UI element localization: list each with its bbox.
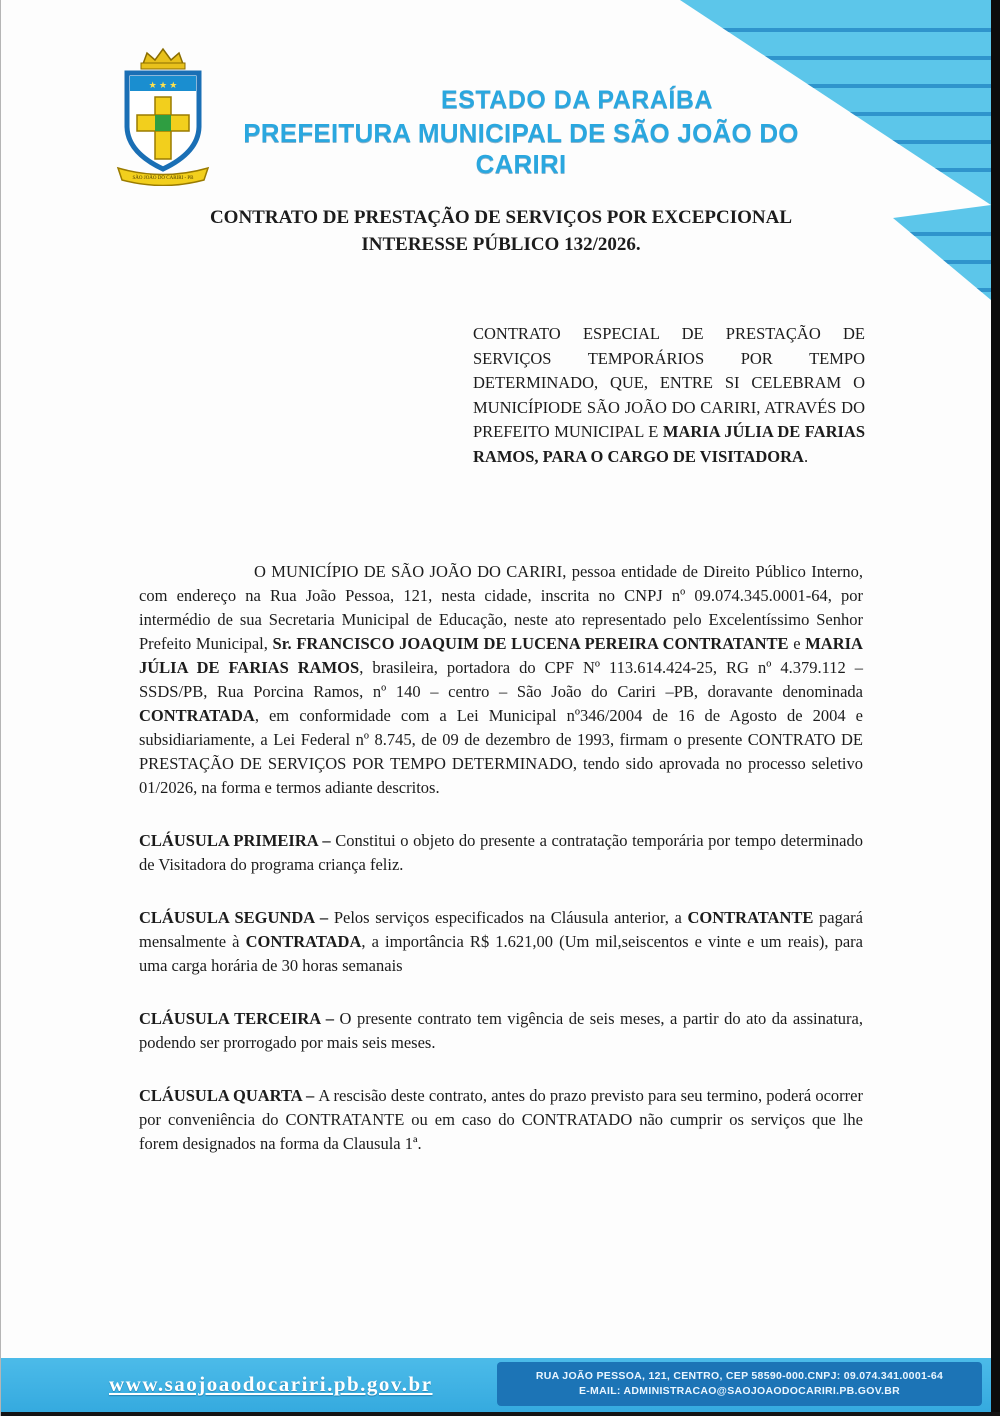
address-line2: E-MAIL: ADMINISTRACAO@SAOJOAODOCARIRI.PB.GOV.BR	[578, 1385, 901, 1397]
address-box	[497, 1362, 982, 1406]
letterhead	[226, 86, 816, 180]
contract-body	[139, 560, 863, 1185]
clause-paragraph-4: CLÁUSULA QUARTA – A rescisão deste contrato, antes do prazo previsto para seu termino, poderá ocorrer por conveniência do CONTRATANTE ou em caso do CONTRATADO não cumprir os serviços que lhe forem designados na forma da Clausula 1ª.	[139, 1086, 863, 1153]
shield-stars: ★ ★ ★	[148, 80, 178, 90]
contract-title-line2: INTERESSE PÚBLICO 132/2026.	[361, 234, 641, 255]
contract-title	[139, 204, 863, 258]
municipal-coat-of-arms	[113, 46, 213, 191]
clause-paragraph-2: CLÁUSULA SEGUNDA – Pelos serviços especificados na Cláusula anterior, a CONTRATANTE pagará mensalmente à CONTRATADA, a importância R$ 1.621,00 (Um mil,seiscentos e vinte e um reais), para uma carga horária de 30 horas semanais	[139, 908, 864, 975]
address-line1: RUA JOÃO PESSOA, 121, CENTRO, CEP 58590-000.CNPJ: 09.074.341.0001-64	[535, 1370, 944, 1382]
footer-bar	[1, 1358, 992, 1412]
contract-title-line1: CONTRATO DE PRESTAÇÃO DE SERVIÇOS POR EXCEPCIONAL	[209, 207, 793, 228]
scan-edge-right	[991, 0, 1000, 1416]
contract-preamble: CONTRATO ESPECIAL DE PRESTAÇÃO DE SERVIÇOS TEMPORÁRIOS POR TEMPO DETERMINADO, QUE, ENTRE SI CELEBRAM O MUNICÍPIODE SÃO JOÃO DO CARIRI, ATRAVÉS DO PREFEITO MUNICIPAL E MARIA JÚLIA DE FARIAS RAMOS, PARA O CARGO DE VISITADORA.	[473, 324, 865, 466]
clause-paragraph-3: CLÁUSULA TERCEIRA – O presente contrato tem vigência de seis meses, a partir do ato da assinatura, podendo ser prorrogado por mais seis meses.	[139, 1009, 863, 1052]
banner-text: SÃO JOÃO DO CARIRI - PB	[132, 176, 194, 181]
state-name: ESTADO DA PARAÍBA	[441, 86, 713, 114]
scan-edge-bottom	[1, 1412, 1000, 1416]
crown-icon	[143, 49, 183, 64]
clause-paragraph-1: CLÁUSULA PRIMEIRA – Constitui o objeto do presente a contratação temporária por tempo determinado de Visitadora do programa criança feliz.	[139, 831, 863, 874]
website-link: www.saojoaodocariri.pb.gov.br	[109, 1372, 433, 1396]
municipality-name: PREFEITURA MUNICIPAL DE SÃO JOÃO DO CARIRI	[243, 118, 799, 179]
parties-paragraph: O MUNICÍPIO DE SÃO JOÃO DO CARIRI, pessoa entidade de Direito Público Interno, com endereço na Rua João Pessoa, 121, nesta cidade, inscrita no CNPJ nº 09.074.345.0001-64, por intermédio de sua Secretaria Municipal de Educação, neste ato representado pelo Excelentíssimo Senhor Prefeito Municipal, Sr. FRANCISCO JOAQUIM DE LUCENA PEREIRA CONTRATANTE e MARIA JÚLIA DE FARIAS RAMOS, brasileira, portadora do CPF Nº 113.614.424-25, RG nº 4.379.112 – SSDS/PB, Rua Porcina Ramos, nº 140 – centro – São João do Cariri –PB, doravante denominada CONTRATADA, em conformidade com a Lei Municipal nº346/2004 de 16 de Agosto de 2004 e subsidiariamente, a Lei Federal nº 8.745, de 09 de dezembro de 1993, firmam o presente CONTRATO DE PRESTAÇÃO DE SERVIÇOS POR TEMPO DETERMINADO, tendo sido aprovada no processo seletivo 01/2026, na forma e termos adiante descritos.	[139, 562, 863, 797]
